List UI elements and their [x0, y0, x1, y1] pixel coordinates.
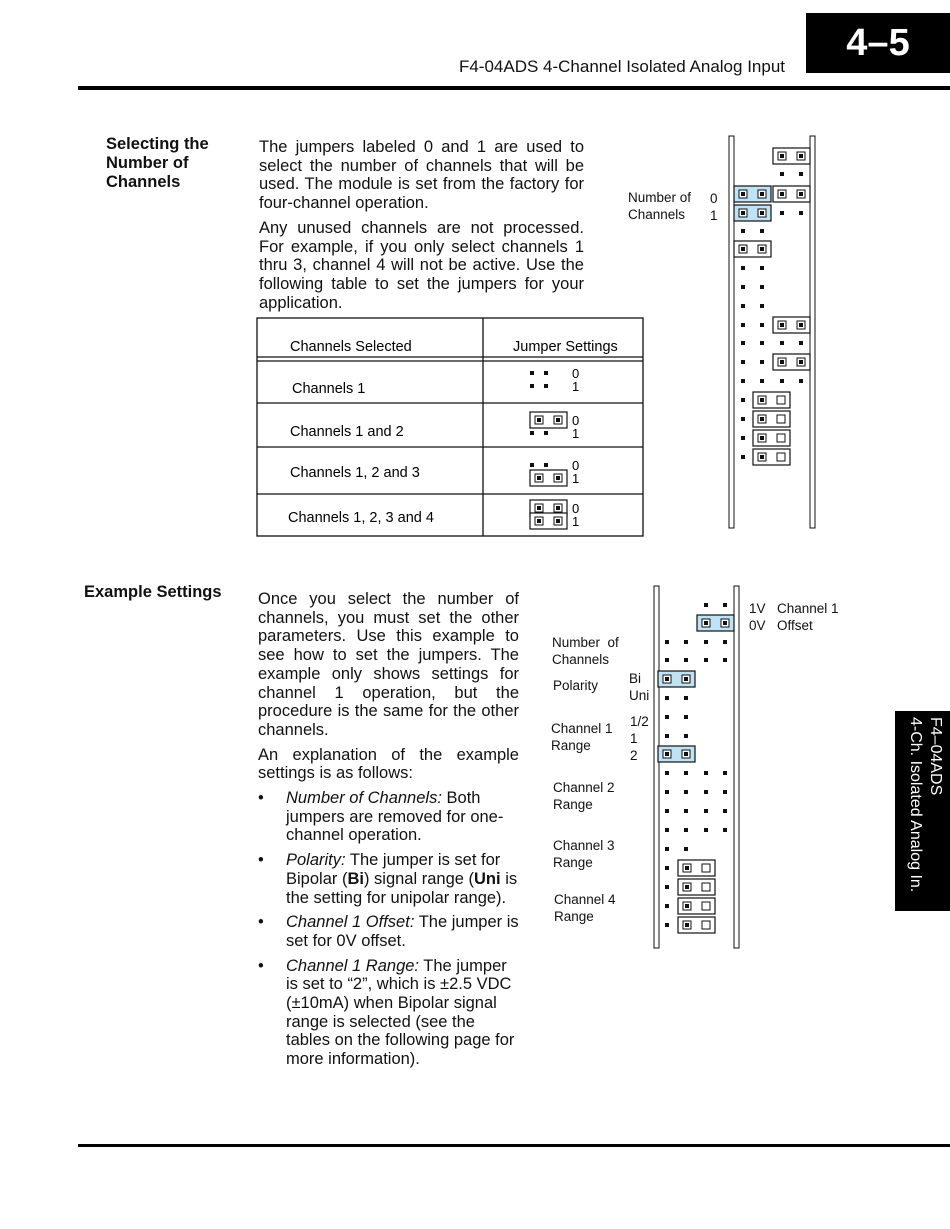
side-tab-line2: 4-Ch. Isolated Analog In.	[907, 717, 924, 893]
header-pin	[665, 904, 669, 908]
board-edge	[734, 586, 739, 948]
header-pin	[799, 211, 803, 215]
header-pin	[665, 658, 669, 662]
header-pin	[704, 771, 708, 775]
settings-bullet-list	[258, 789, 519, 1069]
table-header-channels: Channels Selected	[290, 339, 412, 355]
section2-body	[258, 590, 519, 1075]
header-pin	[741, 229, 745, 233]
header-pin	[665, 752, 669, 756]
header-pin	[723, 658, 727, 662]
bullet-term: Number of Channels:	[286, 789, 442, 808]
pin-label: 2	[630, 748, 638, 763]
header-pin	[684, 771, 688, 775]
pin-label: Uni	[629, 688, 650, 703]
header-pin	[544, 384, 548, 388]
header-pin	[704, 790, 708, 794]
header-pin	[530, 384, 534, 388]
header-pin	[665, 828, 669, 832]
header-rule	[78, 86, 950, 90]
header-pin	[760, 247, 764, 251]
header-pin	[685, 904, 689, 908]
header-pin	[760, 379, 764, 383]
label-line: Number of	[552, 635, 619, 650]
header-pin	[780, 172, 784, 176]
board-edge	[654, 586, 659, 948]
header-pin	[723, 603, 727, 607]
footer-rule	[78, 1144, 950, 1147]
header-pin	[537, 519, 541, 523]
header-pin	[684, 640, 688, 644]
jumper-board-diagram-1	[725, 133, 820, 533]
header-pin	[741, 436, 745, 440]
header-pin	[741, 398, 745, 402]
header-pin	[684, 828, 688, 832]
table-row-label: Channels 1, 2 and 3	[290, 465, 420, 481]
header-pin	[544, 431, 548, 435]
chapter-side-tab	[895, 711, 950, 911]
header-pin	[684, 752, 688, 756]
header-pin	[704, 809, 708, 813]
jumper-label: 1	[572, 471, 580, 486]
header-pin	[760, 266, 764, 270]
empty-socket	[777, 396, 785, 404]
ch2-range-label	[553, 779, 615, 813]
label-line: Range	[554, 909, 594, 924]
header-pin	[544, 463, 548, 467]
channels-table	[255, 316, 647, 540]
paragraph: The jumpers labeled 0 and 1 are used to select the number of channels that will be used. The module is set from the factory for four-channel operation.	[259, 138, 584, 213]
list-item	[258, 851, 519, 907]
label-line: Range	[553, 797, 593, 812]
table-row-label: Channels 1	[292, 381, 366, 397]
header-pin	[684, 658, 688, 662]
label-line: Number of	[628, 190, 692, 205]
pin-label: 0V	[749, 618, 766, 633]
label-line: Range	[553, 855, 593, 870]
header-pin	[704, 640, 708, 644]
header-pin	[665, 809, 669, 813]
label-line: Channels	[628, 207, 686, 222]
paragraph: An explanation of the example settings is as follows:	[258, 745, 519, 783]
pin-label: 1/2	[630, 714, 649, 729]
header-pin	[665, 715, 669, 719]
bullet-term: Polarity:	[286, 851, 346, 870]
header-pin	[723, 828, 727, 832]
header-pin	[723, 809, 727, 813]
paragraph: Once you select the number of channels, you must set the other parameters. Use this example to see how to set the jumpers. The example only shows settings for channel 1 operation, but the procedure is the same for the other channels.	[258, 590, 519, 739]
header-pin	[723, 621, 727, 625]
header-pin	[530, 371, 534, 375]
header-pin	[760, 398, 764, 402]
header-pin	[760, 455, 764, 459]
header-pin	[665, 885, 669, 889]
label-line: Channel 4	[554, 892, 616, 907]
header-pin	[556, 418, 560, 422]
header-pin	[665, 790, 669, 794]
header-pin	[741, 266, 745, 270]
header-pin	[780, 192, 784, 196]
empty-socket	[702, 902, 710, 910]
header-pin	[741, 304, 745, 308]
header-pin	[760, 304, 764, 308]
header-pin	[665, 677, 669, 681]
header-pin	[684, 847, 688, 851]
header-pin	[760, 341, 764, 345]
bullet-bold: Bi	[347, 869, 364, 888]
header-pin	[780, 379, 784, 383]
header-pin	[741, 341, 745, 345]
bullet-text: The jumper is set for Bipolar (	[286, 851, 501, 888]
pin-label: 1V	[749, 601, 766, 616]
header-pin	[760, 211, 764, 215]
header-pin	[556, 506, 560, 510]
ch4-range-label	[554, 891, 616, 925]
header-pin	[741, 247, 745, 251]
bullet-term: Channel 1 Range:	[286, 956, 420, 975]
header-pin	[685, 866, 689, 870]
label-line: Range	[551, 738, 591, 753]
header-pin	[723, 771, 727, 775]
header-pin	[537, 476, 541, 480]
polarity-label: Polarity	[553, 678, 599, 693]
jumper-label: 0	[572, 413, 580, 428]
jumper-label: 0	[572, 458, 580, 473]
header-pin	[530, 463, 534, 467]
empty-socket	[702, 921, 710, 929]
board-edge	[729, 136, 734, 528]
paragraph: Any unused channels are not processed. For example, if you only select channels 1 thru 3, channel 4 will not be active. Use the following table to set the jumpers for your application.	[259, 218, 584, 312]
diagram1-pin-labels	[710, 190, 718, 224]
header-pin	[799, 323, 803, 327]
bullet-term: Channel 1 Offset:	[286, 913, 415, 932]
header-pin	[665, 696, 669, 700]
list-item	[258, 913, 519, 950]
table-header-jumpers: Jumper Settings	[513, 339, 618, 355]
header-pin	[799, 379, 803, 383]
header-pin	[684, 809, 688, 813]
list-item	[258, 789, 519, 845]
section1-heading	[106, 135, 209, 192]
polarity-pin-labels	[629, 670, 649, 704]
range-pin-labels	[630, 713, 649, 764]
empty-socket	[702, 864, 710, 872]
header-pin	[741, 323, 745, 327]
section1-body	[259, 138, 584, 318]
bullet-text: Both jumpers are removed for one-channel operation.	[286, 789, 504, 845]
header-pin	[556, 519, 560, 523]
empty-socket	[777, 453, 785, 461]
header-pin	[684, 715, 688, 719]
bullet-text: The jumper is set for 0V offset.	[286, 913, 519, 950]
heading-line: Number of	[106, 154, 189, 172]
table-row-label: Channels 1, 2, 3 and 4	[288, 510, 434, 526]
header-pin	[665, 923, 669, 927]
header-pin	[760, 285, 764, 289]
diagram1-label	[628, 189, 691, 223]
header-pin	[665, 866, 669, 870]
header-pin	[780, 211, 784, 215]
jumper-label: 1	[572, 514, 580, 529]
jumper-label: 0	[572, 366, 580, 381]
offset-voltage-labels	[749, 600, 766, 634]
header-pin	[556, 476, 560, 480]
header-pin	[684, 677, 688, 681]
pin-label: 1	[710, 208, 718, 223]
header-pin	[684, 790, 688, 794]
header-pin	[741, 211, 745, 215]
header-pin	[741, 417, 745, 421]
header-pin	[530, 431, 534, 435]
header-pin	[684, 696, 688, 700]
label-line: Channel 1	[777, 601, 839, 616]
num-channels-label	[552, 634, 619, 668]
section2-heading: Example Settings	[84, 583, 222, 601]
header-pin	[760, 192, 764, 196]
empty-socket	[777, 415, 785, 423]
empty-socket	[777, 434, 785, 442]
header-pin	[704, 621, 708, 625]
bullet-text: is the setting for unipolar range).	[286, 869, 518, 907]
header-pin	[741, 360, 745, 364]
label-line: Channel 1	[551, 721, 613, 736]
header-pin	[704, 603, 708, 607]
header-pin	[537, 506, 541, 510]
label-line: Channel 3	[553, 838, 615, 853]
header-pin	[741, 285, 745, 289]
header-pin	[665, 771, 669, 775]
pin-label: 0	[710, 191, 718, 206]
ch1-range-label	[551, 720, 613, 754]
jumper-board-diagram-2	[650, 583, 745, 953]
table-row-label: Channels 1 and 2	[290, 424, 404, 440]
heading-line: Selecting the	[106, 135, 209, 153]
header-pin	[704, 658, 708, 662]
label-line: Offset	[777, 618, 813, 633]
page-number: 4–5	[846, 21, 910, 64]
list-item	[258, 957, 519, 1069]
header-pin	[685, 885, 689, 889]
header-pin	[799, 154, 803, 158]
header-pin	[723, 790, 727, 794]
header-pin	[544, 371, 548, 375]
running-title: F4-04ADS 4-Channel Isolated Analog Input	[458, 57, 785, 76]
header-pin	[780, 360, 784, 364]
ch3-range-label	[553, 837, 615, 871]
header-pin	[665, 847, 669, 851]
pin-label: Bi	[629, 671, 642, 686]
header-pin	[665, 734, 669, 738]
header-pin	[780, 323, 784, 327]
header-pin	[704, 828, 708, 832]
jumper-label: 1	[572, 379, 580, 394]
header-pin	[760, 323, 764, 327]
empty-socket	[702, 883, 710, 891]
header-pin	[799, 341, 803, 345]
header-pin	[684, 734, 688, 738]
header-pin	[799, 192, 803, 196]
pin-label: 1	[630, 731, 638, 746]
header-pin	[780, 154, 784, 158]
jumper-label: 1	[572, 426, 580, 441]
side-tab-line1: F4–04ADS	[927, 717, 944, 796]
page-number-tab	[806, 13, 950, 73]
header-pin	[685, 923, 689, 927]
header-pin	[780, 341, 784, 345]
board-edge	[810, 136, 815, 528]
label-line: Channels	[552, 652, 610, 667]
header-pin	[760, 360, 764, 364]
header-pin	[799, 360, 803, 364]
heading-line: Channels	[106, 173, 181, 191]
header-pin	[741, 379, 745, 383]
bullet-text: The jumper is set to “2”, which is ±2.5 VDC (±10mA) when Bipolar signal range is selected (see the tables on the following page for more information).	[286, 956, 515, 1069]
header-pin	[760, 229, 764, 233]
jumper-label: 0	[572, 501, 580, 516]
bullet-bold: Uni	[474, 869, 501, 888]
offset-label	[777, 600, 839, 634]
header-pin	[741, 192, 745, 196]
header-pin	[760, 417, 764, 421]
label-line: Channel 2	[553, 780, 615, 795]
header-pin	[537, 418, 541, 422]
header-pin	[799, 172, 803, 176]
header-pin	[665, 640, 669, 644]
header-pin	[723, 640, 727, 644]
bullet-text: ) signal range (	[363, 869, 475, 888]
header-pin	[741, 455, 745, 459]
header-pin	[760, 436, 764, 440]
